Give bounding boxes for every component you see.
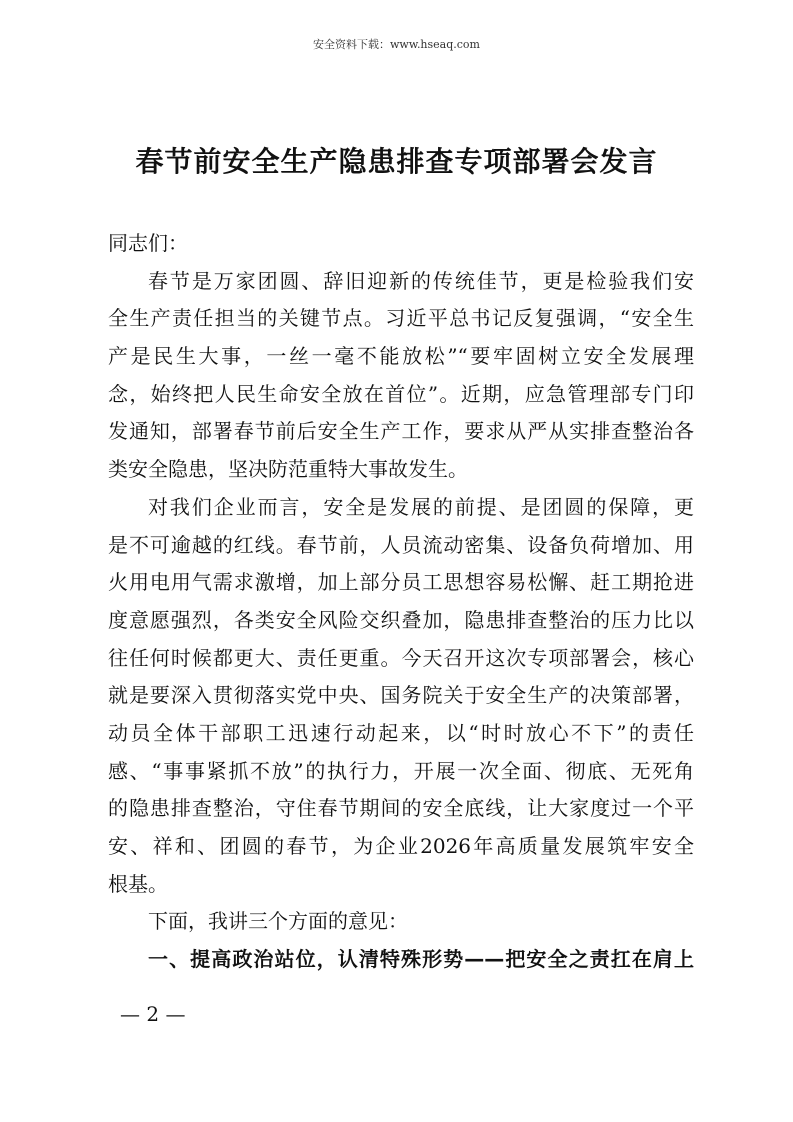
body-line: 火用电用气需求激增，加上部分员工思想容易松懈、赶工期抢进	[108, 570, 694, 595]
body-line: 发通知，部署春节前后安全生产工作，要求从严从实排查整治各	[108, 419, 694, 444]
document-title: 春节前安全生产隐患排查专项部署会发言	[135, 145, 658, 178]
body-line: 下面，我讲三个方面的意见：	[148, 909, 408, 934]
document-body	[108, 225, 694, 979]
section-heading: 一、提高政治站位，认清特殊形势——把安全之责扛在肩上	[148, 947, 694, 972]
body-line: 往任何时候都更大、责任更重。今天召开这次专项部署会，核心	[108, 645, 694, 670]
body-line: 是不可逾越的红线。春节前，人员流动密集、设备负荷增加、用	[108, 532, 694, 557]
body-line: 根基。	[108, 871, 168, 896]
page-header-url: 安全资料下载：www.hseaq.com	[313, 38, 480, 51]
body-line: 动员全体干部职工迅速行动起来，以“时时放心不下”的责任	[108, 720, 694, 745]
body-line: 的隐患排查整治，守住春节期间的安全底线，让大家度过一个平	[108, 796, 694, 821]
body-line: 产是民生大事，一丝一毫不能放松”“要牢固树立安全发展理	[108, 344, 694, 369]
body-line: 度意愿强烈，各类安全风险交织叠加，隐患排查整治的压力比以	[108, 607, 694, 632]
body-line: 全生产责任担当的关键节点。习近平总书记反复强调，“安全生	[108, 306, 694, 331]
body-line: 类安全隐患，坚决防范重特大事故发生。	[108, 457, 468, 482]
body-line: 春节是万家团圆、辞旧迎新的传统佳节，更是检验我们安	[148, 268, 694, 293]
salutation-line: 同志们：	[108, 231, 188, 255]
body-line: 就是要深入贯彻落实党中央、国务院关于安全生产的决策部署，	[108, 683, 694, 708]
page-number: — 2 —	[120, 1002, 186, 1026]
body-line: 安、祥和、团圆的春节，为企业2026年高质量发展筑牢安全	[108, 834, 694, 858]
body-line: 对我们企业而言，安全是发展的前提、是团圆的保障，更	[148, 494, 694, 519]
body-line: 感、“事事紧抓不放”的执行力，开展一次全面、彻底、无死角	[108, 758, 694, 783]
body-line: 念，始终把人民生命安全放在首位”。近期，应急管理部专门印	[108, 381, 694, 406]
